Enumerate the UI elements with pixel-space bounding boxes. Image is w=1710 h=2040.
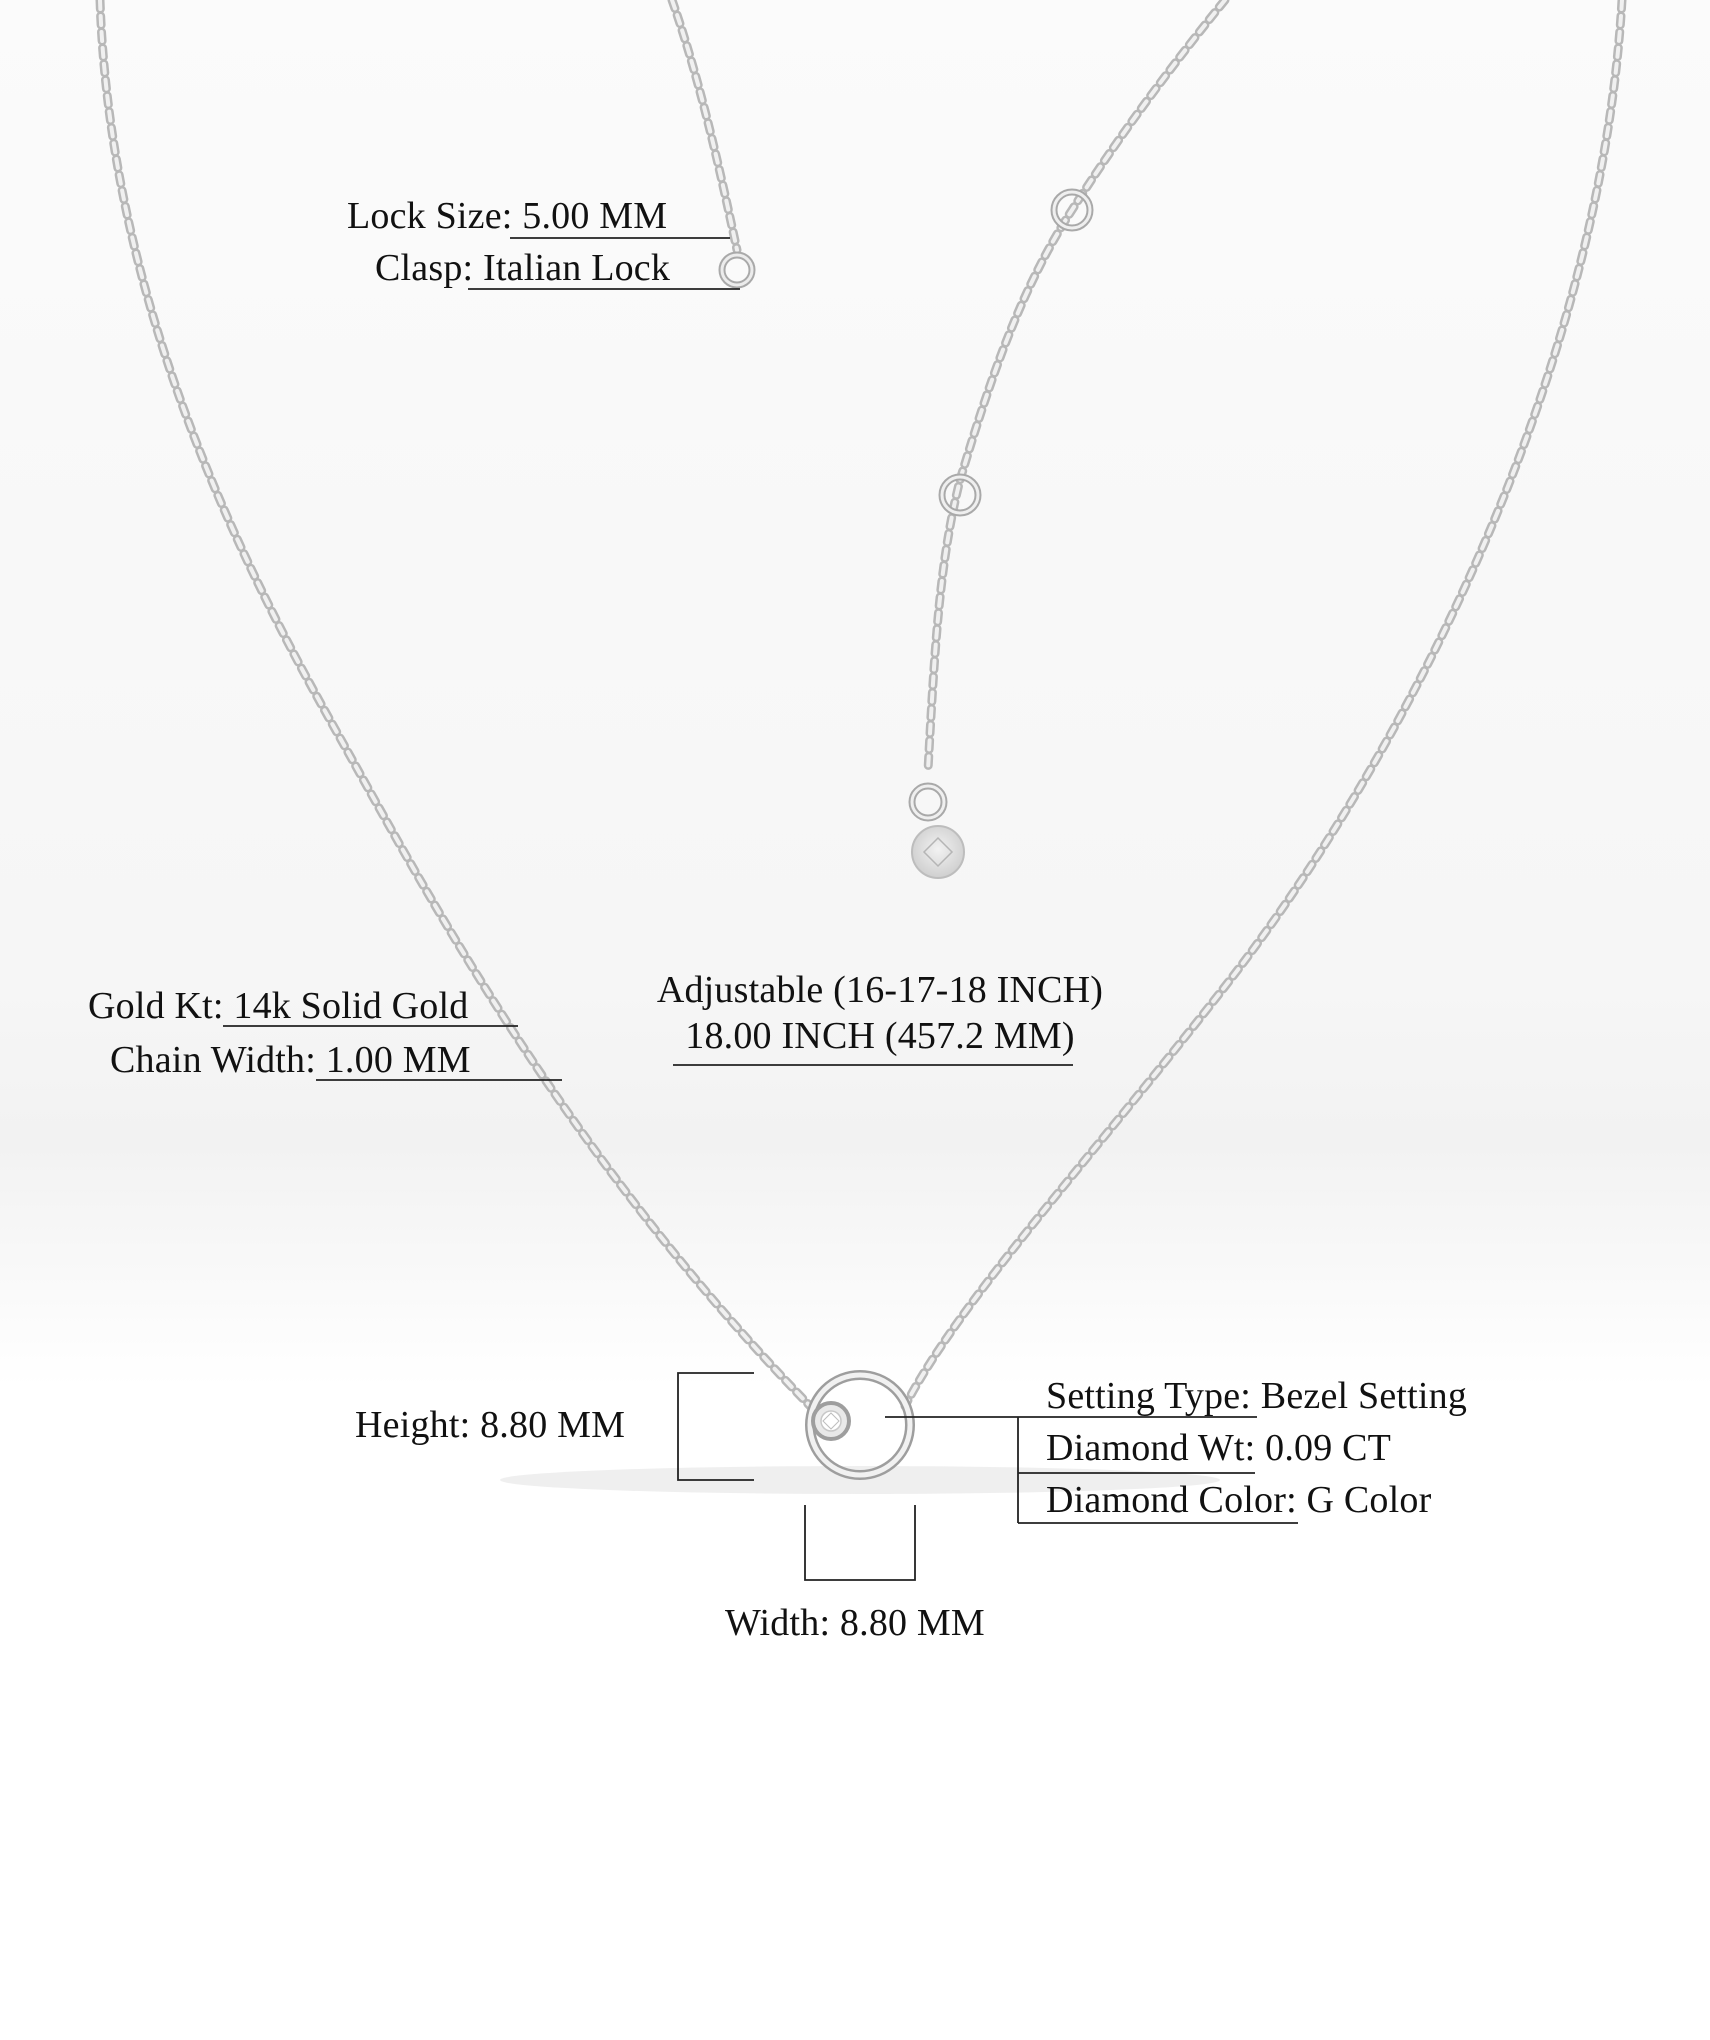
pendant-circle: [810, 1375, 910, 1475]
height-value: 8.80 MM: [480, 1404, 626, 1446]
extender-rings: [912, 192, 1090, 818]
height-label: Height:: [355, 1404, 471, 1446]
necklace-chain: [100, 0, 1622, 1408]
width-spec: [725, 1601, 985, 1645]
diamond-wt-label: Diamond Wt:: [1046, 1427, 1256, 1469]
setting-type-value: Bezel Setting: [1260, 1375, 1468, 1417]
gold-kt-spec: [88, 984, 468, 1028]
brand-tag-disc: [912, 826, 964, 878]
length-adjustable-text: Adjustable (16-17-18 INCH): [656, 969, 1104, 1011]
lock-size-spec: [347, 194, 667, 238]
setting-type-label: Setting Type:: [1046, 1375, 1252, 1417]
gold-kt-label: Gold Kt:: [88, 985, 224, 1027]
clasp-ring: [722, 255, 752, 285]
chain-width-spec: [110, 1038, 471, 1082]
clasp-value: Italian Lock: [483, 247, 671, 289]
diamond-wt-value: 0.09 CT: [1265, 1427, 1392, 1469]
height-spec: [355, 1403, 625, 1447]
diamond-wt-spec: [1046, 1426, 1391, 1470]
lock-size-label: Lock Size:: [347, 195, 513, 237]
gold-kt-value: 14k Solid Gold: [233, 985, 469, 1027]
chain-width-value: 1.00 MM: [325, 1039, 471, 1081]
diamond-color-label: Diamond Color:: [1046, 1479, 1297, 1521]
clasp-label: Clasp:: [375, 247, 474, 289]
chain-width-label: Chain Width:: [110, 1039, 317, 1081]
diamond-color-value: G Color: [1306, 1479, 1432, 1521]
width-label: Width:: [725, 1602, 831, 1644]
length-total-text: 18.00 INCH (457.2 MM): [685, 1015, 1075, 1057]
lock-size-value: 5.00 MM: [522, 195, 668, 237]
setting-type-spec: [1046, 1374, 1467, 1418]
diamond-color-spec: [1046, 1478, 1431, 1522]
width-value: 8.80 MM: [839, 1602, 985, 1644]
clasp-spec: [375, 246, 670, 290]
